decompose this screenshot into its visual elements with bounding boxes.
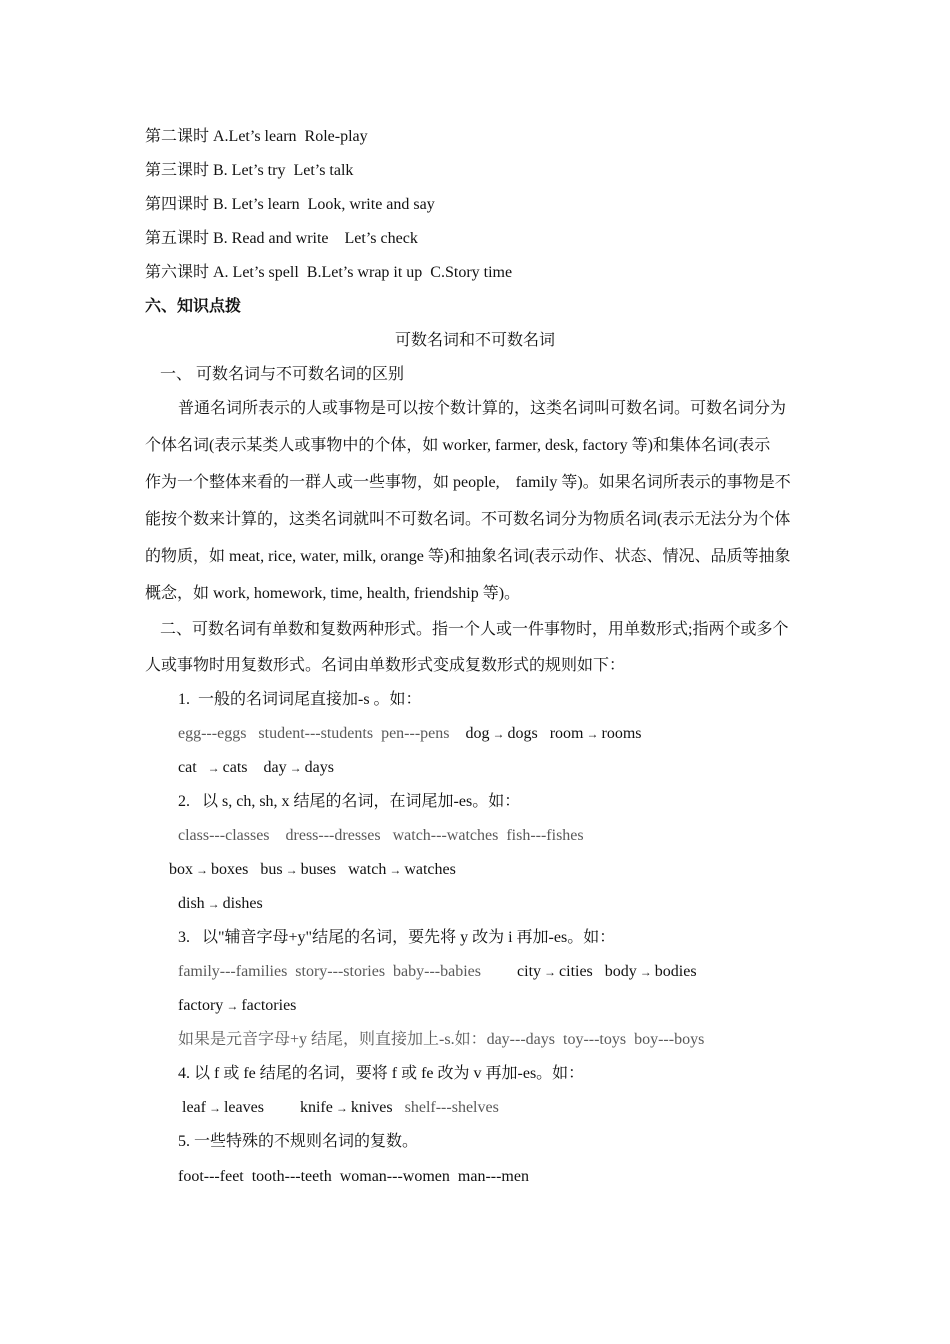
example-word: knife bbox=[299, 1099, 333, 1116]
part1-heading: 一、 可数名词与不可数名词的区别 bbox=[160, 366, 405, 383]
rule5-title: 5. 一些特殊的不规则名词的复数。 bbox=[178, 1133, 419, 1150]
arrow-icon: → bbox=[492, 727, 505, 741]
part1-paragraph-line: 的物质，如 meat, rice, water, milk, orange 等)和抽象名词(表示动作、状态、情况、品质等抽象 bbox=[145, 548, 791, 565]
part1-paragraph-line: 普通名词所表示的人或事物是可以按个数计算的，这类名词叫可数名词。可数名词分为 bbox=[178, 400, 787, 417]
center-title: 可数名词和不可数名词 bbox=[394, 332, 555, 349]
section-heading: 六、知识点拨 bbox=[145, 298, 242, 315]
arrow-icon: → bbox=[586, 727, 599, 741]
example-word: watch bbox=[348, 861, 387, 878]
example-word: dish bbox=[178, 895, 205, 912]
rule3-gray-examples: family---families story---stories baby---babies bbox=[178, 963, 482, 980]
example-word: body bbox=[604, 963, 637, 980]
lesson-3: 第三课时 B. Let’s try Let’s talk bbox=[145, 162, 354, 179]
example-word: factories bbox=[241, 997, 297, 1014]
arrow-icon: → bbox=[335, 1101, 348, 1115]
rule3-title: 3. 以"辅音字母+y"结尾的名词，要先将 y 改为 i 再加-es。如： bbox=[178, 929, 616, 946]
example-word: factory bbox=[178, 997, 224, 1014]
example-word: day bbox=[263, 759, 287, 776]
rule2-examples-2 bbox=[169, 860, 456, 880]
lesson-4: 第四课时 B. Let’s learn Look, write and say bbox=[145, 196, 435, 213]
example-word: leaf bbox=[182, 1099, 206, 1116]
part1-paragraph-line: 作为一个整体来看的一群人或一些事物，如 people, family 等)。如果名词所表示的事物是不 bbox=[145, 474, 791, 491]
example-word: boxes bbox=[211, 861, 249, 878]
example-word: box bbox=[169, 861, 193, 878]
rule2-examples-3 bbox=[178, 894, 263, 914]
arrow-icon: → bbox=[389, 863, 402, 877]
arrow-icon: → bbox=[544, 965, 557, 979]
rule4-examples bbox=[182, 1098, 499, 1118]
rule4-gray-example: shelf---shelves bbox=[404, 1099, 499, 1116]
rule1-title: 1. 一般的名词词尾直接加-s 。如： bbox=[178, 691, 422, 708]
rule3-note: 如果是元音字母+y 结尾，则直接加上-s.如：day---days toy---toys boy---boys bbox=[178, 1031, 705, 1048]
example-word: dishes bbox=[222, 895, 263, 912]
example-word: city bbox=[517, 963, 542, 980]
example-word: cities bbox=[559, 963, 593, 980]
part1-paragraph-line: 个体名词(表示某类人或事物中的个体，如 worker, farmer, desk, factory 等)和集体名词(表示 bbox=[145, 437, 771, 454]
example-word: room bbox=[549, 725, 584, 742]
part2-paragraph-line: 人或事物时用复数形式。名词由单数形式变成复数形式的规则如下： bbox=[145, 657, 626, 674]
example-word: dogs bbox=[507, 725, 538, 742]
example-word: knives bbox=[350, 1099, 393, 1116]
example-word: buses bbox=[300, 861, 337, 878]
arrow-icon: → bbox=[285, 863, 298, 877]
rule1-examples-2 bbox=[178, 758, 334, 778]
example-word: cats bbox=[222, 759, 248, 776]
example-word: dog bbox=[465, 725, 490, 742]
part1-paragraph-line: 能按个数来计算的，这类名词就叫不可数名词。不可数名词分为物质名词(表示无法分为个体 bbox=[145, 511, 791, 528]
arrow-icon: → bbox=[289, 761, 302, 775]
arrow-icon: → bbox=[208, 1101, 221, 1115]
example-word: bus bbox=[260, 861, 283, 878]
rule2-title: 2. 以 s, ch, sh, x 结尾的名词，在词尾加-es。如： bbox=[178, 793, 521, 810]
lesson-2: 第二课时 A.Let’s learn Role-play bbox=[145, 128, 368, 145]
arrow-icon: → bbox=[226, 999, 239, 1013]
example-word: leaves bbox=[223, 1099, 264, 1116]
lesson-6: 第六课时 A. Let’s spell B.Let’s wrap it up C.Story time bbox=[145, 264, 513, 281]
example-word: days bbox=[304, 759, 334, 776]
rule3-examples bbox=[178, 962, 697, 982]
arrow-icon: → bbox=[639, 965, 652, 979]
lesson-5: 第五课时 B. Read and write Let’s check bbox=[145, 230, 418, 247]
rule4-title: 4. 以 f 或 fe 结尾的名词，要将 f 或 fe 改为 v 再加-es。如： bbox=[178, 1065, 585, 1082]
rule3-examples-2 bbox=[178, 996, 296, 1016]
rule2-gray-examples: class---classes dress---dresses watch---watches fish---fishes bbox=[178, 827, 584, 844]
example-word: bodies bbox=[654, 963, 697, 980]
arrow-icon: → bbox=[207, 897, 220, 911]
rule5-examples: foot---feet tooth---teeth woman---women man---men bbox=[178, 1168, 529, 1185]
arrow-icon: → bbox=[196, 863, 208, 877]
part2-paragraph-line: 二、可数名词有单数和复数两种形式。指一个人或一件事物时，用单数形式;指两个或多个 bbox=[160, 621, 789, 638]
rule1-examples bbox=[178, 724, 642, 744]
part1-paragraph-line: 概念，如 work, homework, time, health, friendship 等)。 bbox=[145, 585, 521, 602]
example-word: watches bbox=[404, 861, 456, 878]
rule1-gray-examples: egg---eggs student---students pen---pens bbox=[178, 725, 450, 742]
arrow-icon: → bbox=[207, 761, 220, 775]
example-word: rooms bbox=[601, 725, 642, 742]
example-word: cat bbox=[178, 759, 197, 776]
